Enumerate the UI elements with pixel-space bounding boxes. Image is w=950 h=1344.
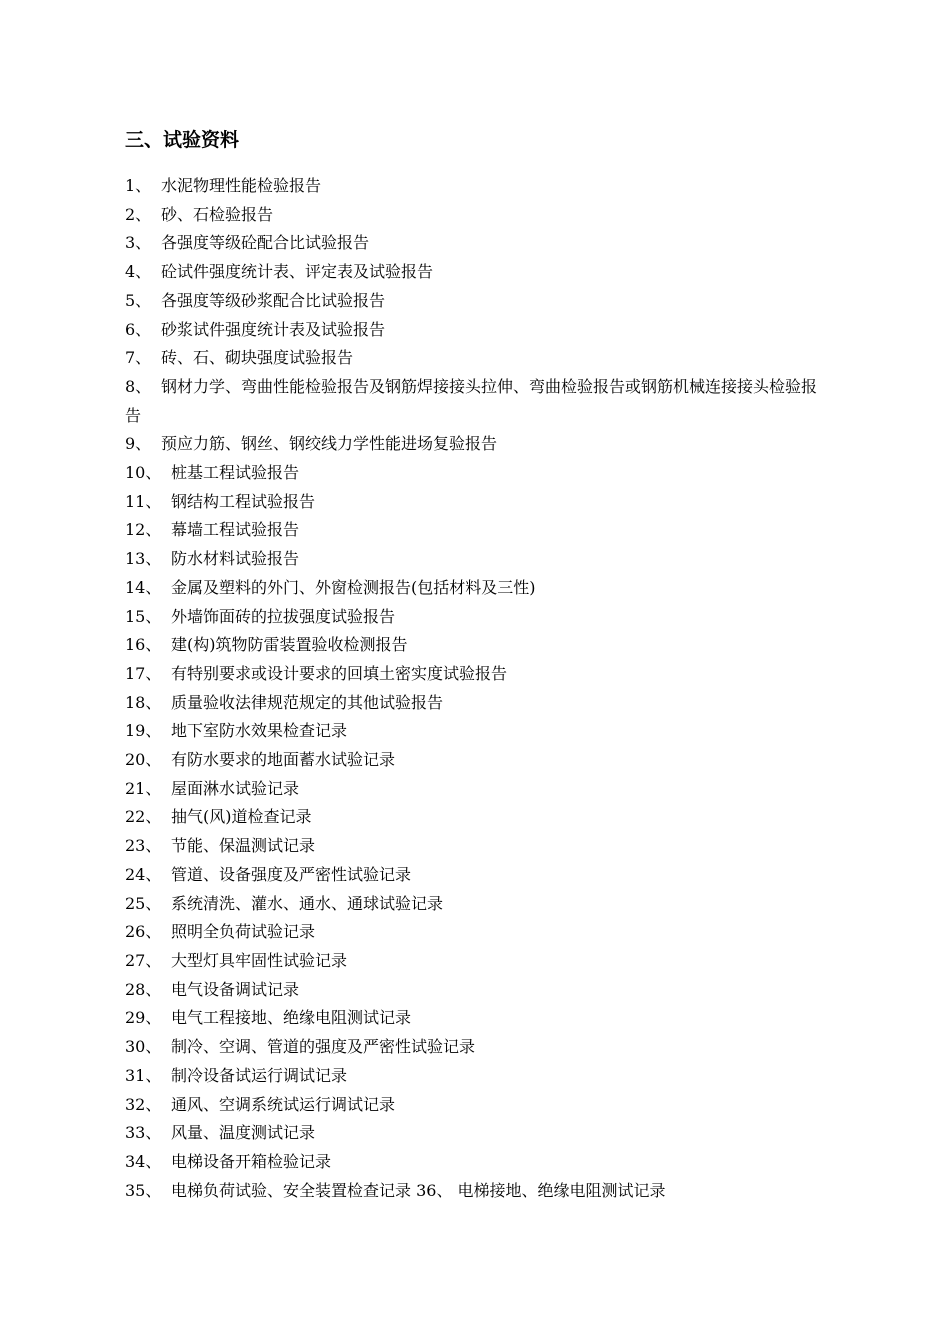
item-text: 屋面淋水试验记录 bbox=[171, 778, 300, 798]
test-document-list bbox=[125, 172, 825, 1205]
item-text: 桩基工程试验报告 bbox=[171, 463, 300, 483]
item-text: 钢结构工程试验报告 bbox=[171, 491, 316, 511]
item-number: 32、 bbox=[125, 1094, 162, 1114]
item-text: 建(构)筑物防雷装置验收检测报告 bbox=[171, 635, 408, 655]
item-number: 3、 bbox=[125, 233, 152, 253]
list-item bbox=[125, 201, 825, 230]
item-number: 11、 bbox=[125, 491, 162, 511]
list-item bbox=[125, 373, 825, 430]
item-text: 电气工程接地、绝缘电阻测试记录 bbox=[171, 1008, 412, 1028]
item-text: 砂浆试件强度统计表及试验报告 bbox=[161, 319, 386, 339]
list-item bbox=[125, 1148, 825, 1177]
item-number: 17、 bbox=[125, 663, 162, 683]
item-number: 18、 bbox=[125, 692, 162, 712]
item-number: 6、 bbox=[125, 319, 152, 339]
item-number: 12、 bbox=[125, 520, 162, 540]
item-text: 各强度等级砼配合比试验报告 bbox=[161, 233, 370, 253]
list-item bbox=[125, 459, 825, 488]
item-text: 砖、石、砌块强度试验报告 bbox=[161, 348, 354, 368]
item-number: 23、 bbox=[125, 836, 162, 856]
list-item bbox=[125, 1004, 825, 1033]
item-number: 15、 bbox=[125, 606, 162, 626]
item-number: 25、 bbox=[125, 893, 162, 913]
item-text: 各强度等级砂浆配合比试验报告 bbox=[161, 290, 386, 310]
list-item bbox=[125, 1177, 825, 1206]
item-text: 钢材力学、弯曲性能检验报告及钢筋焊接接头拉伸、弯曲检验报告或钢筋机械连接接头检验报告 bbox=[125, 376, 818, 425]
item-number: 13、 bbox=[125, 549, 162, 569]
item-text: 节能、保温测试记录 bbox=[171, 836, 316, 856]
item-text: 电梯负荷试验、安全装置检查记录 36、 电梯接地、绝缘电阻测试记录 bbox=[171, 1180, 666, 1200]
list-item bbox=[125, 1091, 825, 1120]
item-text: 防水材料试验报告 bbox=[171, 549, 300, 569]
list-item bbox=[125, 918, 825, 947]
item-number: 1、 bbox=[125, 176, 152, 195]
list-item bbox=[125, 832, 825, 861]
list-item bbox=[125, 890, 825, 919]
list-item bbox=[125, 1119, 825, 1148]
list-item bbox=[125, 488, 825, 517]
item-number: 5、 bbox=[125, 290, 152, 310]
list-item bbox=[125, 631, 825, 660]
item-number: 10、 bbox=[125, 463, 162, 483]
item-text: 地下室防水效果检查记录 bbox=[171, 721, 348, 741]
list-item bbox=[125, 746, 825, 775]
list-item bbox=[125, 574, 825, 603]
list-item bbox=[125, 516, 825, 545]
item-text: 外墙饰面砖的拉拔强度试验报告 bbox=[171, 606, 396, 626]
item-text: 水泥物理性能检验报告 bbox=[161, 176, 322, 195]
item-text: 金属及塑料的外门、外窗检测报告(包括材料及三性) bbox=[171, 577, 536, 597]
list-item bbox=[125, 861, 825, 890]
list-item bbox=[125, 1062, 825, 1091]
list-item bbox=[125, 229, 825, 258]
item-text: 管道、设备强度及严密性试验记录 bbox=[171, 864, 412, 884]
list-item bbox=[125, 803, 825, 832]
item-number: 27、 bbox=[125, 950, 162, 970]
item-text: 质量验收法律规范规定的其他试验报告 bbox=[171, 692, 444, 712]
item-number: 16、 bbox=[125, 635, 162, 655]
list-item bbox=[125, 1033, 825, 1062]
item-text: 幕墙工程试验报告 bbox=[171, 520, 300, 540]
item-text: 预应力筋、钢丝、钢绞线力学性能进场复验报告 bbox=[161, 434, 498, 454]
item-text: 砼试件强度统计表、评定表及试验报告 bbox=[161, 262, 434, 282]
list-item bbox=[125, 603, 825, 632]
list-item bbox=[125, 430, 825, 459]
list-item bbox=[125, 660, 825, 689]
item-text: 砂、石检验报告 bbox=[161, 204, 274, 224]
item-number: 24、 bbox=[125, 864, 162, 884]
item-number: 28、 bbox=[125, 979, 162, 999]
item-number: 21、 bbox=[125, 778, 162, 798]
item-number: 20、 bbox=[125, 750, 162, 770]
item-number: 9、 bbox=[125, 434, 152, 454]
item-text: 系统清洗、灌水、通水、通球试验记录 bbox=[171, 893, 444, 913]
item-text: 风量、温度测试记录 bbox=[171, 1123, 316, 1143]
list-item bbox=[125, 775, 825, 804]
item-text: 通风、空调系统试运行调试记录 bbox=[171, 1094, 396, 1114]
item-number: 31、 bbox=[125, 1065, 162, 1085]
item-text: 有特别要求或设计要求的回填土密实度试验报告 bbox=[171, 663, 508, 683]
item-number: 2、 bbox=[125, 204, 152, 224]
item-text: 照明全负荷试验记录 bbox=[171, 922, 316, 942]
list-item bbox=[125, 717, 825, 746]
list-item bbox=[125, 344, 825, 373]
item-number: 14、 bbox=[125, 577, 162, 597]
item-text: 抽气(风)道检查记录 bbox=[171, 807, 312, 827]
item-number: 35、 bbox=[125, 1180, 162, 1200]
item-text: 电梯设备开箱检验记录 bbox=[171, 1151, 332, 1171]
item-number: 8、 bbox=[125, 376, 152, 396]
list-item bbox=[125, 172, 825, 201]
item-number: 30、 bbox=[125, 1037, 162, 1057]
item-number: 7、 bbox=[125, 348, 152, 368]
list-item bbox=[125, 287, 825, 316]
section-heading: 三、试验资料 bbox=[125, 129, 240, 151]
item-number: 33、 bbox=[125, 1123, 162, 1143]
item-number: 22、 bbox=[125, 807, 162, 827]
list-item bbox=[125, 976, 825, 1005]
list-item bbox=[125, 258, 825, 287]
item-text: 制冷、空调、管道的强度及严密性试验记录 bbox=[171, 1037, 476, 1057]
item-number: 19、 bbox=[125, 721, 162, 741]
list-item bbox=[125, 689, 825, 718]
item-text: 电气设备调试记录 bbox=[171, 979, 300, 999]
list-item bbox=[125, 316, 825, 345]
item-number: 29、 bbox=[125, 1008, 162, 1028]
item-text: 有防水要求的地面蓄水试验记录 bbox=[171, 750, 396, 770]
list-item bbox=[125, 947, 825, 976]
item-number: 26、 bbox=[125, 922, 162, 942]
item-number: 4、 bbox=[125, 262, 152, 282]
item-text: 制冷设备试运行调试记录 bbox=[171, 1065, 348, 1085]
item-text: 大型灯具牢固性试验记录 bbox=[171, 950, 348, 970]
item-number: 34、 bbox=[125, 1151, 162, 1171]
list-item bbox=[125, 545, 825, 574]
